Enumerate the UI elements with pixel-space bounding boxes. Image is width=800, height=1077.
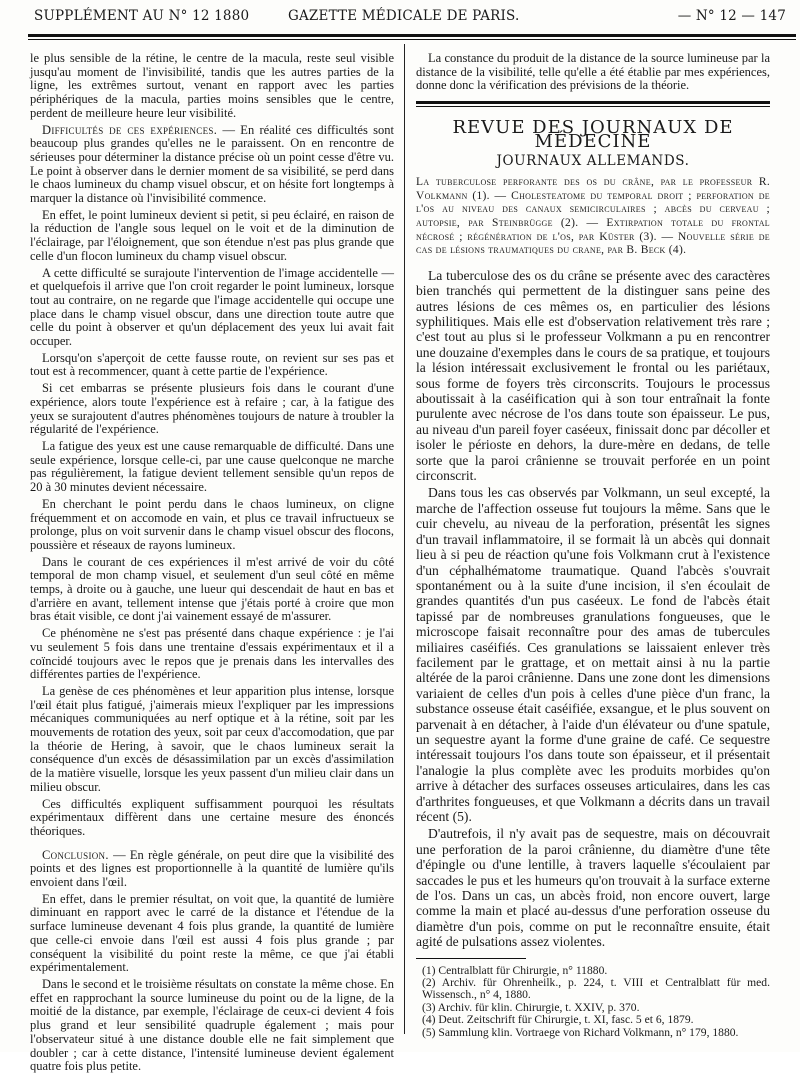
- footnote: (4) Deut. Zeitschrift für Chirurgie, t. XI, fasc. 5 et 6, 1879.: [422, 1013, 694, 1027]
- paragraph: En cherchant le point perdu dans le chaos lumineux, on cligne fréquemment et on accomode en vain, et plus ce travail infructueux se prolonge, plus on voit survenir dans le champ visuel obscur des flocons, poussière et réseaux de rayons lumineux.: [30, 496, 394, 552]
- paragraph: le plus sensible de la rétine, le centre de la macula, reste seul visible jusqu'au moment de l'invisibilité, tandis que les autres parties de la ligne, les extrêmes surtout, venant en rapport avec les parties périphériques de la macula, parties moins sensibles que le centre, perdent de meilleure heure leur visibilité.: [30, 51, 394, 120]
- paragraph: Lorsqu'on s'aperçoit de cette fausse route, on revient sur ses pas et tout est à recommencer, quant à cette partie de l'expérience.: [30, 350, 394, 379]
- footnote: (2) Archiv. für Ohrenheilk., p. 224, t. VIII et Centralblatt für med. Wissensch., n° 4, 1880.: [422, 976, 770, 1002]
- paragraph-difficultes: Difficultés de ces expériences. — En réalité ces difficultés sont beaucoup plus grandes qu'elles ne le paraissent. On en rencontre de sérieuses pour déterminer la distance précise où un point cesse d'être vu. Le point à observer dans le dernier moment de sa visibilité, se perd dans le chaos lumineux du champ visuel obscur, et on hésite fort longtemps à marquer la distance où l'invisibilité commence.: [30, 122, 394, 206]
- paragraph: D'autrefois, il n'y avait pas de sequestre, mais on découvrait une perforation de la paroi crânienne, du diamètre d'une tête d'épingle ou d'une lentille, à travers laquelle s'écoulaient par saccades le pus et les humeurs qu'on trouvait à la surface externe de l'os. Dans un cas, un abcès froid, non encore ouvert, large comme la main et placé au-dessus d'une perforation osseuse du diamètre d'un pois, comme on put le reconnaître ensuite, était agité de pulsations assez violentes.: [416, 826, 770, 950]
- section-double-rule: [416, 101, 770, 104]
- footnotes: [416, 965, 770, 1039]
- footnote: (3) Archiv. für klin. Chirurgie, t. XXIV, p. 370.: [422, 1000, 640, 1014]
- right-column: [416, 52, 770, 1039]
- footnote: (1) Centralblatt für Chirurgie, n° 11880.: [422, 963, 608, 977]
- run-in-heading: Difficultés de ces expériences.: [42, 122, 218, 137]
- paragraph: La fatigue des yeux est une cause remarquable de difficulté. Dans une seule expérience, lorsque celle-ci, par une cause quelconque ne marche pas régulièrement, la fatigue devient tellement sensible qu'un repos de 20 à 30 minutes devient nécessaire.: [30, 438, 394, 495]
- section-subtitle: JOURNAUX ALLEMANDS.: [496, 152, 690, 169]
- paragraph: En effet, le point lumineux devient si petit, si peu éclairé, en raison de la réduction de l'angle sous lequel on le voit et de la diminution de l'éclairage, par l'éloignement, que son étendue n'est pas plus grande que celle d'un flocon lumineux du champ visuel obscur.: [30, 207, 394, 263]
- footnote-rule: [416, 958, 526, 959]
- paragraph: Ce phénomène ne s'est pas présenté dans chaque expérience : je l'ai vu seulement 5 fois dans une trentaine d'essais expérimentaux et il a coïncidé toujours avec le repos que je prenais dans les intervalles des différentes parties de l'expérience.: [30, 626, 394, 682]
- paragraph: A cette difficulté se surajoute l'intervention de l'image accidentelle — et quelquefois il arrive que l'on croit regarder le point lumineux, lorsque tout au contraire, on ne regarde que l'image accidentelle qui occupe une place dans le champ visuel obscur, dans une direction toute autre que celle du point à observer et qu'un déplacement des yeux lui avait fait occuper.: [30, 265, 394, 349]
- article-body: [416, 268, 770, 950]
- paragraph: La tuberculose des os du crâne se présente avec des caractères bien tranchés qui permettent de la distinguer sans peine des autres lésions de ces mêmes os, en particulier des lésions syphilitiques. Mais elle est d'observation relativement très rare ; c'est tout au plus si le professeur Volkmann a pu en rencontrer une douzaine d'exemples dans le cours de sa pratique, et toujours la lésion intéressait exclusivement le frontal ou les pariétaux, sous forme de foyers très circonscrits. Toujours le processus aboutissait à la caséification qui à son tour entraînait la fonte purulente avec nécrose de l'os dans toute son épaisseur. Le pus, au niveau d'un pareil foyer caséeux, finissait donc par décoller et isoler le périoste en dehors, la dure-mère en dedans, de telle sorte que la paroi crânienne se trouvait perforée en un point circonscrit.: [416, 267, 770, 484]
- left-column: [30, 52, 394, 1077]
- section-title: REVUE DES JOURNAUX DE MÉDECINE: [452, 117, 734, 152]
- running-header-supplement: SUPPLÉMENT AU N° 12 1880: [34, 8, 250, 24]
- paragraph: La constance du produit de la distance de la source lumineuse par la distance de la visibilité, telle qu'elle a été établie par mes expériences, donne donc la vérification des prévisions de la théorie.: [416, 51, 770, 93]
- paragraph: Dans tous les cas observés par Volkmann, un seul excepté, la marche de l'affection osseuse fut toujours la même. Sans que le cuir chevelu, au niveau de la perforation, présentât les signes d'un travail inflammatoire, il se formait là un abcès qui donnait lieu à si peu de réaction qu'une fois Volkmann crut à l'existence d'un céphalhématome traumatique. Quand l'abcès s'ouvrait spontanément ou à la suite d'une incision, il s'en écoulait de grandes quantités d'un pus caséeux. Le fond de l'abcès était tapissé par de nombreuses granulations fongueuses, que le microscope faisait reconnaître pour des amas de tubercules miliaires caséifiés. Ces granulations se laissaient enlever très facilement par le grattage, et on mettait ainsi à nu la partie altérée de la paroi crânienne. Dans une zone dont les dimensions variaient de celles d'un pois à celles d'une pièce d'un franc, la substance osseuse était caséifiée, exsangue, et le plus souvent on parvenait à en détacher, à l'aide d'un élévateur ou d'une spatule, un sequestre ayant la forme d'une graine de café. Ce sequestre intéressait toujours l'os dans toute son épaisseur, et il présentait l'analogie la plus complète avec les produits morbides qu'on arrive à détacher des surfaces osseuses articulaires, dans les cas d'arthrites fongueuses, et que Volkmann a décrits dans un travail récent (5).: [416, 485, 770, 824]
- running-header-journal-title: GAZETTE MÉDICALE DE PARIS.: [288, 8, 520, 24]
- paragraph: Dans le second et le troisième résultats on constate la même chose. En effet en rapprochant la source lumineuse du point ou de la ligne, de la moitié de la distance, par exemple, l'éclairage de ceux-ci devient 4 fois plus grand et leur sensibilité quadruple également ; mais pour l'observateur situé à une distance double elle ne fait simplement que doubler ; car à cette distance, l'intensité lumineuse devient également quatre fois plus petite.: [30, 977, 394, 1074]
- header-double-rule: [28, 34, 796, 37]
- running-header-page-number: — N° 12 — 147: [677, 8, 786, 24]
- paragraph: La genèse de ces phénomènes et leur apparition plus intense, lorsque l'œil était plus fatigué, j'aimerais mieux l'expliquer par les impressions mécaniques communiquées au nerf optique et à la rétine, soit par les mouvements de rotation des yeux, soit par ceux d'accomodation, que par la théorie de Hering, à savoir, que le chaos lumineux serait la conséquence d'un excès de désassimilation par un excès d'assimilation de la matière visuelle, lorsque les yeux passent d'un milieu clair dans un milieu obscur.: [30, 683, 394, 794]
- paragraph: Dans le courant de ces expériences il m'est arrivé de voir du côté temporal de mon champ visuel, et seulement d'un seul côté en même temps, à droite ou à gauche, une lueur qui descendait de haut en bas et d'arrière en avant, tellement intense que j'étais porté à croire que mon bras était visible, ce dont j'ai vainement essayé de m'assurer.: [30, 554, 394, 624]
- footnote: (5) Sammlung klin. Vortraege von Richard Volkmann, n° 179, 1880.: [422, 1025, 739, 1039]
- header-thin-rule: [28, 39, 796, 40]
- column-separator-rule: [404, 44, 405, 1034]
- articles-summary: La tuberculose perforante des os du crâne, par le professeur R. Volkmann (1). — Cholesteatome du temporal droit ; perforation de l'os au niveau des canaux semicirculaires ; abcès du cerveau ; autopsie, par Steinbrügge (2). — Extirpation totale du frontal nécrosé ; régénération de l'os, par Küster (3). — Nouvelle série de cas de lésions traumatiques du crane, par B. Beck (4).: [416, 176, 770, 257]
- continued-paragraph: [416, 52, 770, 93]
- paragraph: Ces difficultés expliquent suffisamment pourquoi les résultats expérimentaux diffèrent dans une certaine mesure des énoncés théoriques.: [30, 796, 394, 838]
- section-thin-rule: [416, 106, 770, 107]
- run-in-heading: Conclusion.: [42, 847, 109, 862]
- paragraph: Si cet embarras se présente plusieurs fois dans le courant d'une expérience, alors toute l'expérience est à refaire ; car, à la fatigue des yeux se surajoutent d'autres phénomènes toujours de nature à troubler la régularité de l'expérience.: [30, 381, 394, 437]
- paragraph: En effet, dans le premier résultat, on voit que, la quantité de lumière diminuant en rapport avec le carré de la distance et l'étendue de la surface lumineuse devenant 4 fois plus grande, la quantité de lumière que celle-ci envoie dans l'œil est aussi 4 fois plus grande ; par conséquent la visibilité du point reste la même, ce que j'ai établi expérimentalement.: [30, 891, 394, 975]
- paragraph-conclusion: Conclusion. — En règle générale, on peut dire que la visibilité des points et des lignes est proportionnelle à la quantité de lumière qu'ils envoient dans l'œil.: [30, 847, 394, 890]
